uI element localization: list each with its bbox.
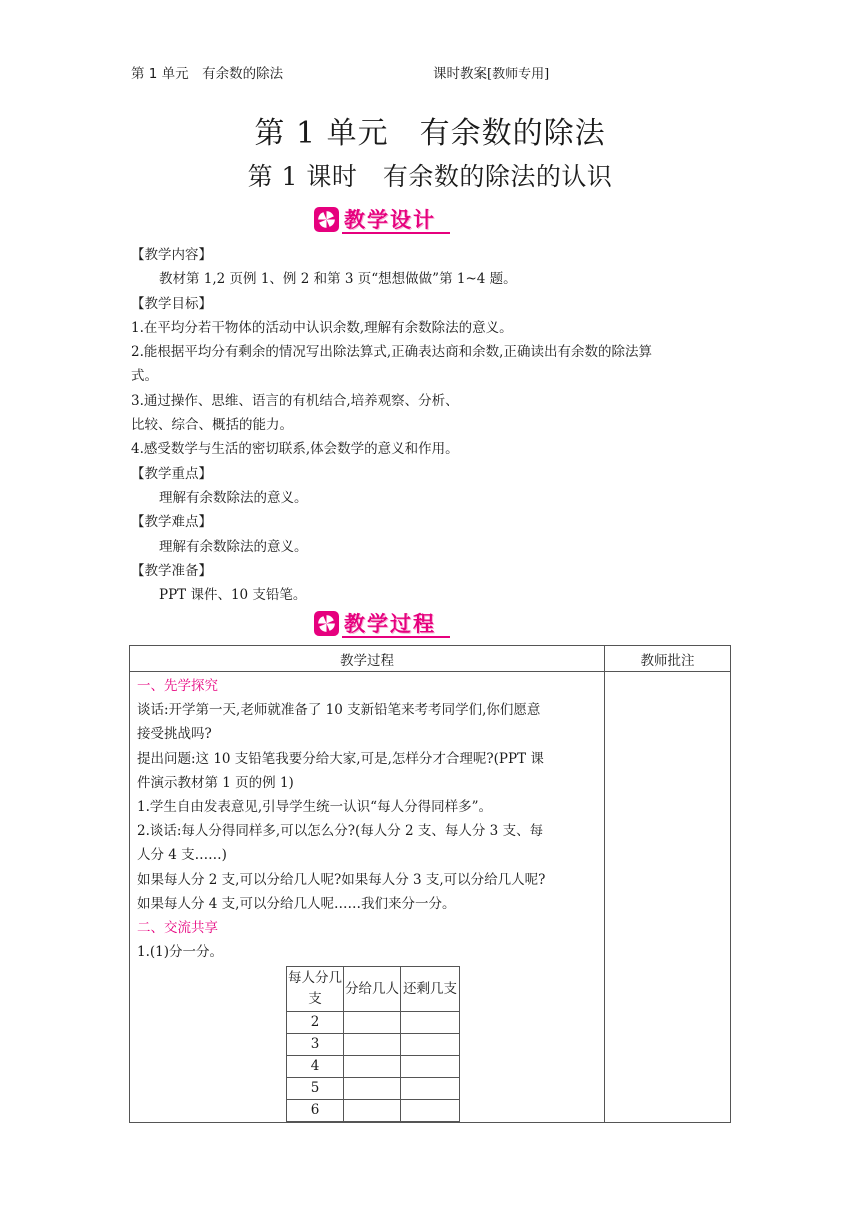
design-banner (314, 204, 450, 236)
goal-line: 4.感受数学与生活的密切联系,体会数学的意义和作用。 (131, 441, 459, 458)
process-cell (130, 672, 605, 1123)
process-line: 2.谈话:每人分得同样多,可以怎么分?(每人分 2 支、每人分 3 支、每 (137, 823, 544, 840)
key-text: 理解有余数除法的意义。 (159, 489, 308, 506)
process-line: 接受挑战吗? (137, 726, 212, 743)
design-banner-label: 教学设计 (344, 208, 436, 232)
unit-title: 第 1 单元 有余数的除法 (254, 116, 606, 151)
goal-line: 2.能根据平均分有剩余的情况写出除法算式,正确表达商和余数,正确读出有余数的除法算 (131, 344, 652, 361)
prep-heading: 【教学准备】 (131, 562, 212, 579)
per-person-value: 3 (287, 1034, 344, 1056)
col-people: 分给几人 (344, 967, 401, 1012)
process-banner (314, 608, 450, 640)
notes-cell (605, 672, 731, 1123)
table-row (287, 1078, 460, 1100)
process-line: 如果每人分 4 支,可以分给几人呢……我们来分一分。 (137, 895, 456, 912)
prep-text: PPT 课件、10 支铅笔。 (159, 587, 307, 604)
task-line: 1.(1)分一分。 (137, 944, 224, 961)
content-heading: 【教学内容】 (131, 247, 212, 263)
empty-cell (344, 1034, 401, 1056)
section-title: 一、先学探究 (137, 678, 218, 694)
process-line: 如果每人分 2 支,可以分给几人呢?如果每人分 3 支,可以分给几人呢? (137, 871, 546, 888)
process-table (129, 645, 731, 1123)
lesson-design-body (131, 243, 731, 607)
process-banner-label: 教学过程 (344, 612, 436, 636)
table-row (287, 1034, 460, 1056)
header-unit-label: 第 1 单元 有余数的除法 (131, 66, 284, 82)
header-doc-audience: [教师专用] (487, 67, 550, 82)
banner-underline (342, 232, 450, 234)
header-doc-type-label: 课时教案 (433, 66, 487, 82)
col-remainder: 还剩几支 (401, 967, 460, 1012)
table-row (287, 1012, 460, 1034)
process-line: 1.学生自由发表意见,引导学生统一认识“每人分得同样多”。 (137, 799, 492, 816)
col-per-person: 每人分几支 (287, 967, 344, 1012)
banner-underline (342, 636, 450, 638)
key-heading: 【教学重点】 (131, 465, 212, 482)
process-table-header (130, 646, 731, 672)
content-text: 教材第 1,2 页例 1、例 2 和第 3 页“想想做做”第 1~4 题。 (159, 271, 517, 288)
running-header (131, 62, 729, 82)
empty-cell (344, 1012, 401, 1034)
difficulty-text: 理解有余数除法的意义。 (159, 538, 308, 555)
goals-heading: 【教学目标】 (131, 295, 212, 312)
empty-cell (401, 1012, 460, 1034)
per-person-value: 4 (287, 1056, 344, 1078)
process-table-row (130, 672, 731, 1123)
process-line: 人分 4 支……) (137, 847, 227, 864)
col-process-header: 教学过程 (130, 646, 605, 672)
goal-line: 3.通过操作、思维、语言的有机结合,培养观察、分析、 (131, 392, 459, 409)
empty-cell (401, 1056, 460, 1078)
empty-cell (344, 1056, 401, 1078)
distribution-table (286, 966, 460, 1122)
pinwheel-icon (314, 611, 339, 636)
col-notes-header: 教师批注 (605, 646, 731, 672)
goal-line: 式。 (131, 368, 158, 385)
pinwheel-icon (314, 207, 339, 232)
per-person-value: 5 (287, 1078, 344, 1100)
section-title: 二、交流共享 (137, 920, 218, 937)
distribution-table-header (287, 967, 460, 1012)
per-person-value: 6 (287, 1100, 344, 1122)
goal-line: 比较、综合、概括的能力。 (131, 417, 293, 434)
difficulty-heading: 【教学难点】 (131, 514, 212, 531)
header-doc-type (433, 62, 549, 82)
empty-cell (401, 1034, 460, 1056)
goal-line: 1.在平均分若干物体的活动中认识余数,理解有余数除法的意义。 (131, 319, 513, 336)
per-person-value: 2 (287, 1012, 344, 1034)
empty-cell (344, 1078, 401, 1100)
process-line: 提出问题:这 10 支铅笔我要分给大家,可是,怎样分才合理呢?(PPT 课 (137, 750, 544, 767)
table-row (287, 1100, 460, 1122)
empty-cell (401, 1078, 460, 1100)
table-row (287, 1056, 460, 1078)
empty-cell (401, 1100, 460, 1122)
process-line: 谈话:开学第一天,老师就准备了 10 支新铅笔来考考同学们,你们愿意 (137, 702, 541, 719)
process-line: 件演示教材第 1 页的例 1) (137, 774, 294, 791)
empty-cell (344, 1100, 401, 1122)
lesson-title: 第 1 课时 有余数的除法的认识 (247, 162, 613, 191)
